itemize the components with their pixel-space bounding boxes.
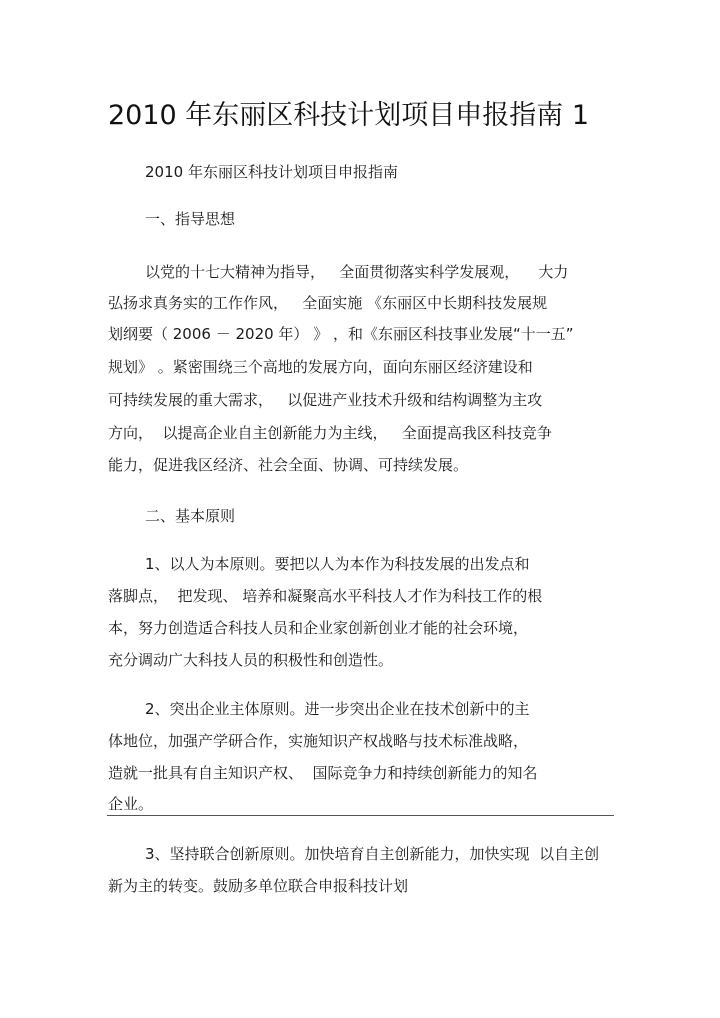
document-title: 2010 年东丽区科技计划项目申报指南 1	[108, 100, 590, 131]
paragraph-line: 体地位，加强产学研合作，实施知识产权战略与技术标准战略，	[108, 732, 529, 750]
paragraph-line: 1、以人为本原则。要把以人为本作为科技发展的出发点和	[145, 555, 530, 573]
paragraph-line: 新为主的转变。鼓励多单位联合申报科技计划	[108, 877, 409, 895]
paragraph-line: 划纲要（ 2006 － 2020 年） 》 ，和《东丽区科技事业发展“十一五”	[108, 325, 574, 343]
page-divider	[107, 815, 614, 816]
paragraph-line: 企业。	[108, 795, 154, 813]
paragraph-line: 本，努力创造适合科技人员和企业家创新创业才能的社会环境，	[108, 619, 529, 637]
paragraph-line: 2、突出企业主体原则。进一步突出企业在技术创新中的主	[145, 700, 530, 718]
paragraph-line: 造就一批具有自主知识产权、 国际竞争力和持续创新能力的知名	[108, 764, 538, 782]
section-heading-guiding-ideology: 一、指导思想	[145, 210, 236, 228]
paragraph-line: 规划》 。紧密围绕三个高地的发展方向，面向东丽区经济建设和	[108, 358, 533, 376]
paragraph-line: 能力，促进我区经济、社会全面、协调、可持续发展。	[108, 456, 469, 474]
paragraph-line: 弘扬求真务实的工作作风， 全面实施 《东丽区中长期科技发展规	[108, 294, 548, 312]
paragraph-line: 3、坚持联合创新原则。加快培育自主创新能力，加快实现 以自主创	[145, 845, 600, 863]
paragraph-line: 方向， 以提高企业自主创新能力为主线， 全面提高我区科技竞争	[108, 424, 552, 442]
document-subtitle: 2010 年东丽区科技计划项目申报指南	[145, 163, 398, 181]
paragraph-line: 落脚点， 把发现、 培养和凝聚高水平科技人才作为科技工作的根	[108, 587, 543, 605]
paragraph-line: 以党的十七大精神为指导， 全面贯彻落实科学发展观， 大力	[145, 263, 569, 281]
paragraph-line: 可持续发展的重大需求， 以促进产业技术升级和结构调整为主攻	[108, 391, 543, 409]
paragraph-line: 充分调动广大科技人员的积极性和创造性。	[108, 651, 394, 669]
section-heading-basic-principles: 二、基本原则	[145, 507, 236, 525]
